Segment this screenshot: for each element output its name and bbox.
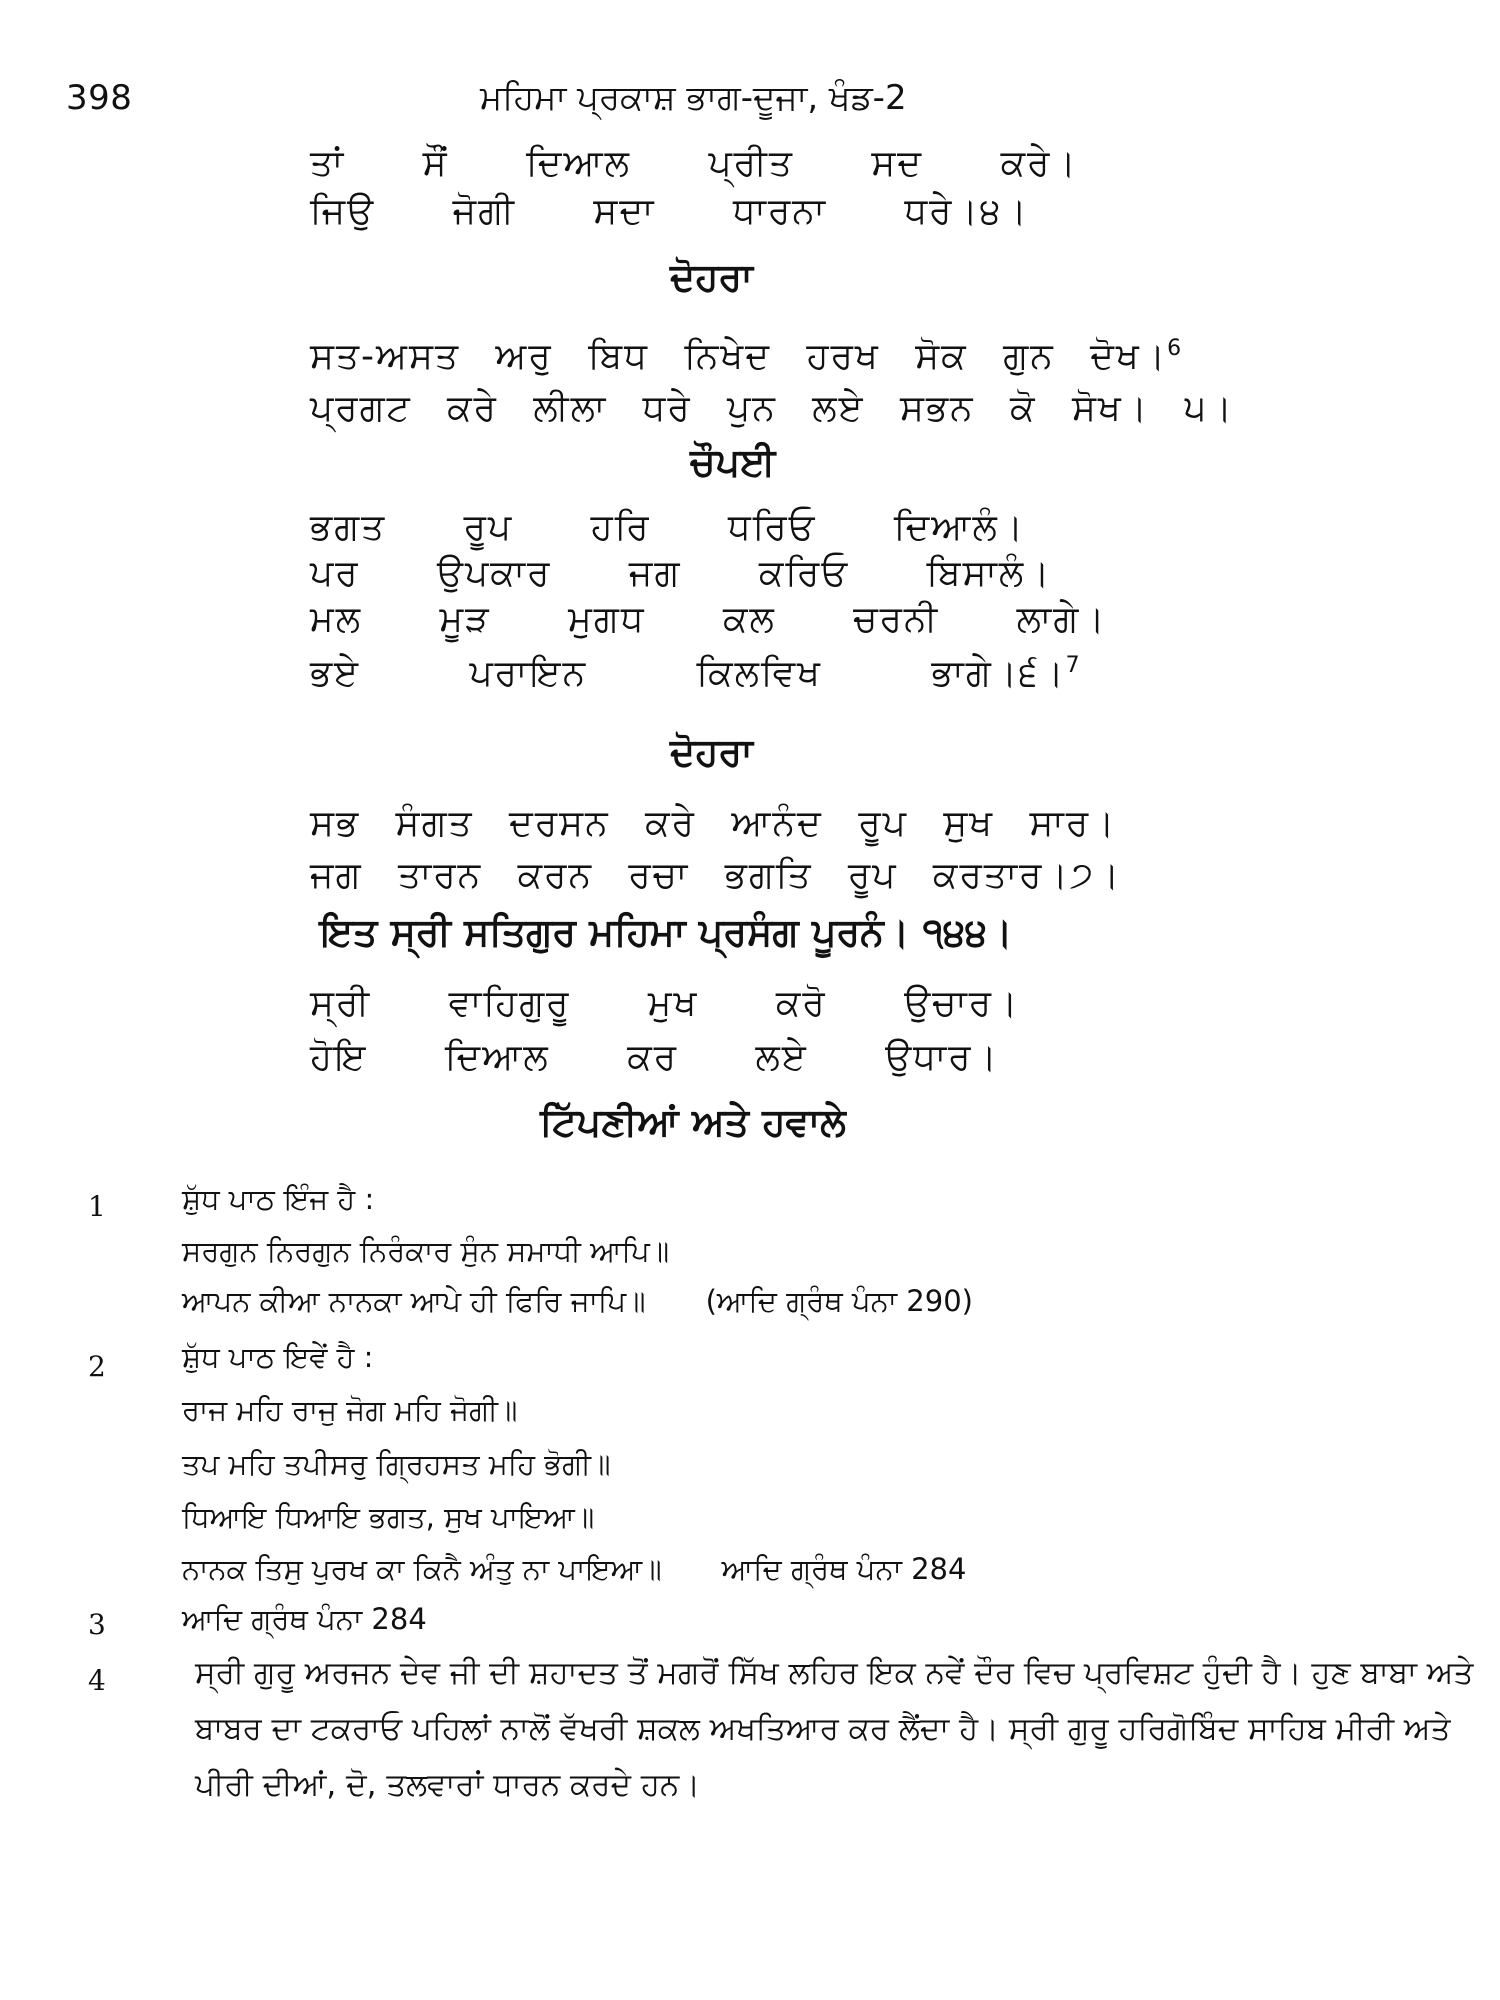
- verse-line: ਹੋਇ ਦਿਆਲ ਕਰ ਲਏ ਉਧਾਰ।: [310, 1037, 999, 1078]
- section-heading-chaupai: ਚੌਪਈ: [690, 440, 776, 484]
- verse-block-chaupai: [310, 505, 1107, 697]
- note-reference: ਆਦਿ ਗ੍ਰੰਥ ਪੰਨਾ 284: [721, 1552, 967, 1586]
- verse-line: ਜਗ ਤਾਰਨ ਕਰਨ ਰਚਾ ਭਗਤਿ ਰੂਪ ਕਰਤਾਰ।੭।: [310, 855, 1122, 896]
- verse-line: ਜਿਉ ਜੋਗੀ ਸਦਾ ਧਾਰਨਾ ਧਰੇ।੪।: [310, 191, 1029, 232]
- footnote-mark: 7: [1065, 653, 1082, 678]
- verse-line: ਭਏ ਪਰਾਇਨ ਕਿਲਵਿਖ ਭਾਗੇ।੬।$^7$: [310, 653, 1082, 694]
- verse-line: ਸਤ-ਅਸਤ ਅਰੁ ਬਿਧ ਨਿਖੇਦ ਹਰਖ ਸੋਕ ਗੁਨ ਦੋਖ।$^6$: [310, 336, 1184, 377]
- note-line: ਨਾਨਕ ਤਿਸੁ ਪੁਰਖ ਕਾ ਕਿਨੈ ਅੰਤੁ ਨਾ ਪਾਇਆ॥ ਆਦਿ ਗ੍ਰੰਥ ਪੰਨਾ 284: [182, 1552, 967, 1586]
- footnote-mark: 6: [1167, 336, 1184, 361]
- section-heading-dohra: ਦੋਹਰਾ: [670, 730, 753, 774]
- note-line: ਆਦਿ ਗ੍ਰੰਥ ਪੰਨਾ 284: [182, 1602, 427, 1636]
- notes-heading: ਟਿੱਪਣੀਆਂ ਅਤੇ ਹਵਾਲੇ: [540, 1100, 846, 1144]
- note-paragraph: ਸ੍ਰੀ ਗੁਰੂ ਅਰਜਨ ਦੇਵ ਜੀ ਦੀ ਸ਼ਹਾਦਤ ਤੋਂ ਮਗਰੋਂ ਸਿੱਖ ਲਹਿਰ ਇਕ ਨਵੇਂ ਦੌਰ ਵਿਚ ਪ੍ਰਵਿਸ਼ਟ ਹੁੰਦੀ ਹੈ। ਹੁਣ ਬਾਬਾ ਅਤੇ ਬਾਬਰ ਦਾ ਟਕਰਾਓ ਪਹਿਲਾਂ ਨਾਲੋਂ ਵੱਖਰੀ ਸ਼ਕਲ ਅਖਤਿਆਰ ਕਰ ਲੈਂਦਾ ਹੈ। ਸ੍ਰੀ ਗੁਰੂ ਹਰਿਗੋਬਿੰਦ ਸਾਹਿਬ ਮੀਰੀ ਅਤੇ ਪੀਰੀ ਦੀਆਂ, ਦੋ, ਤਲਵਾਰਾਂ ਧਾਰਨ ਕਰਦੇ ਹਨ।: [195, 1655, 1474, 1803]
- verse-line: ਤਾਂ ਸੌਂ ਦਿਆਲ ਪ੍ਰੀਤ ਸਦ ਕਰੇ।: [310, 143, 1078, 184]
- note-number: 4: [88, 1664, 106, 1697]
- verse-line: ਭਗਤ ਰੂਪ ਹਰਿ ਧਰਿਓ ਦਿਆਲੰ।: [310, 507, 1026, 548]
- note-line: ਆਪਨ ਕੀਆ ਨਾਨਕਾ ਆਪੇ ਹੀ ਫਿਰਿ ਜਾਪਿ॥ (ਆਦਿ ਗ੍ਰੰਥ ਪੰਨਾ 290): [182, 1284, 973, 1318]
- verse-line: ਸ੍ਰੀ ਵਾਹਿਗੁਰੂ ਮੁਖ ਕਰੋ ਉਚਾਰ।: [310, 983, 1020, 1024]
- page-number: 398: [66, 78, 133, 118]
- note-line: ਸਰਗੁਨ ਨਿਰਗੁਨ ਨਿਰੰਕਾਰ ਸੁੰਨ ਸਮਾਧੀ ਆਪਿ॥: [182, 1234, 670, 1268]
- verse-line: ਪਰ ਉਪਕਾਰ ਜਗ ਕਰਿਓ ਬਿਸਾਲੰ।: [310, 553, 1052, 594]
- note-line: ਸ਼ੁੱਧ ਪਾਠ ਇੰਜ ਹੈ :: [182, 1182, 375, 1216]
- verse-block-top: [310, 140, 1078, 236]
- note-line: ਤਪ ਮਹਿ ਤਪੀਸਰੁ ਗ੍ਰਿਹਸਤ ਮਹਿ ਭੋਗੀ॥: [182, 1447, 611, 1481]
- verse-line: ਪ੍ਰਗਟ ਕਰੇ ਲੀਲਾ ਧਰੇ ਪੁਨ ਲਏ ਸਭਨ ਕੋ ਸੋਖ। ੫।: [310, 388, 1234, 429]
- note-line: ਸ਼ੁੱਧ ਪਾਠ ਇਵੇਂ ਹੈ :: [182, 1340, 374, 1374]
- verse-block-dohra-2: [310, 800, 1121, 900]
- verse-line: ਮਲ ਮੂੜ ਮੁਗਧ ਕਲ ਚਰਨੀ ਲਾਗੇ।: [310, 599, 1107, 640]
- note-number: 1: [88, 1190, 106, 1223]
- note-number: 3: [88, 1608, 106, 1641]
- running-header: ਮਹਿਮਾ ਪ੍ਰਕਾਸ਼ ਭਾਗ-ਦੂਜਾ, ਖੰਡ-2: [480, 78, 907, 118]
- verse-block-closing: [310, 980, 1019, 1082]
- verse-line: ਸਭ ਸੰਗਤ ਦਰਸਨ ਕਰੇ ਆਨੰਦ ਰੂਪ ਸੁਖ ਸਾਰ।: [310, 803, 1117, 844]
- colophon: ਇਤ ਸ੍ਰੀ ਸਤਿਗੁਰ ਮਹਿਮਾ ਪ੍ਰਸੰਗ ਪੂਰਨੰ। ੧੪੪।: [320, 910, 1013, 954]
- section-heading-dohra: ਦੋਹਰਾ: [670, 255, 753, 299]
- verse-block-dohra-1: [310, 325, 1234, 433]
- note-reference: (ਆਦਿ ਗ੍ਰੰਥ ਪੰਨਾ 290): [705, 1284, 973, 1318]
- note-line: ਰਾਜ ਮਹਿ ਰਾਜੁ ਜੋਗ ਮਹਿ ਜੋਗੀ॥: [182, 1393, 518, 1427]
- note-number: 2: [88, 1350, 106, 1383]
- note-line: ਧਿਆਇ ਧਿਆਇ ਭਗਤ, ਸੁਖ ਪਾਇਆ॥: [182, 1500, 595, 1534]
